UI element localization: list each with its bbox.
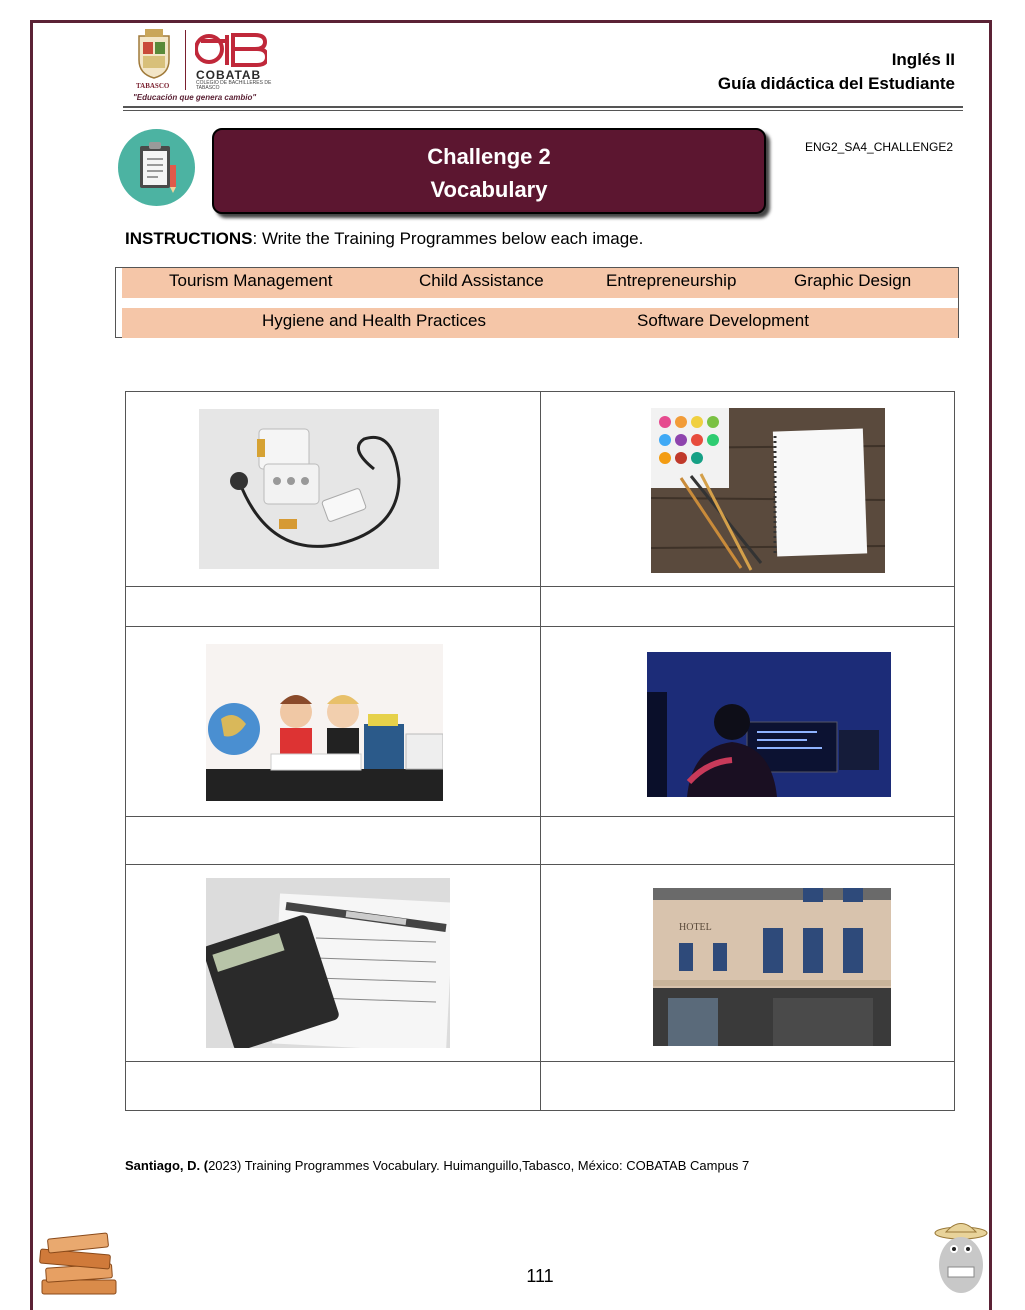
image-cell [541, 627, 955, 817]
tabasco-shield-icon [135, 28, 173, 80]
paint-palette-and-notebook-image [651, 408, 885, 573]
banner-subtitle: Vocabulary [430, 177, 548, 202]
answer-cell[interactable] [541, 817, 955, 865]
image-cell [126, 392, 541, 587]
logo-name: COBATAB [196, 68, 262, 82]
person-at-computer-screens-image [647, 652, 891, 797]
word-bank-row [122, 268, 958, 298]
word-bank-item: Software Development [637, 311, 809, 330]
hotel-sign-text: HOTEL [679, 922, 712, 933]
word-bank-item: Child Assistance [419, 271, 544, 290]
calculator-and-financial-papers-image [206, 878, 450, 1048]
header-rule [123, 106, 963, 108]
instructions [125, 229, 643, 249]
image-cell [541, 392, 955, 587]
cobatab-logo [133, 28, 273, 106]
image-cell [126, 865, 541, 1062]
banner-title: Challenge 2 [427, 144, 551, 169]
logo-slogan: "Educación que genera cambio" [133, 93, 257, 102]
instructions-label: INSTRUCTIONS [125, 229, 253, 248]
image-cell [126, 627, 541, 817]
answer-cell[interactable] [541, 1062, 955, 1111]
image-answer-grid [125, 391, 955, 1111]
word-bank-item: Graphic Design [794, 271, 912, 290]
hotel-facade-image [653, 888, 891, 1046]
mascot-icon [932, 1215, 990, 1297]
answer-cell[interactable] [126, 817, 541, 865]
word-bank [115, 267, 959, 338]
word-bank-item: Entrepreneurship [606, 271, 737, 290]
word-bank-item: Tourism Management [169, 271, 333, 290]
answer-cell[interactable] [541, 587, 955, 627]
challenge-code: ENG2_SA4_CHALLENGE2 [805, 140, 954, 154]
header-titles [718, 48, 955, 96]
clipboard-icon [118, 129, 195, 206]
stethoscope-and-pills-image [199, 409, 439, 569]
citation-author: Santiago, D. ( [125, 1158, 209, 1173]
challenge-banner [212, 128, 766, 214]
citation [125, 1158, 749, 1173]
word-bank-row [122, 308, 958, 338]
guide-title: Guía didáctica del Estudiante [717, 74, 955, 93]
logo-subtitle: COLEGIO DE BACHILLERES DE TABASCO [196, 80, 272, 91]
books-icon [38, 1228, 120, 1298]
cobatab-emblem-icon [195, 31, 267, 69]
children-with-globe-and-books-image [206, 644, 443, 801]
answer-cell[interactable] [126, 587, 541, 627]
header-rule [123, 110, 963, 111]
page-number: 111 [526, 1266, 554, 1286]
citation-text: 2023) Training Programmes Vocabulary. Huimanguillo,Tabasco, México: COBATAB Campus 7 [208, 1158, 750, 1173]
image-cell [541, 865, 955, 1062]
logo-state: TABASCO [136, 82, 170, 90]
instructions-text: : Write the Training Programmes below each image. [252, 229, 644, 248]
course-title: Inglés II [891, 50, 955, 69]
logo-divider [185, 30, 186, 90]
word-bank-item: Hygiene and Health Practices [262, 311, 486, 330]
answer-cell[interactable] [126, 1062, 541, 1111]
